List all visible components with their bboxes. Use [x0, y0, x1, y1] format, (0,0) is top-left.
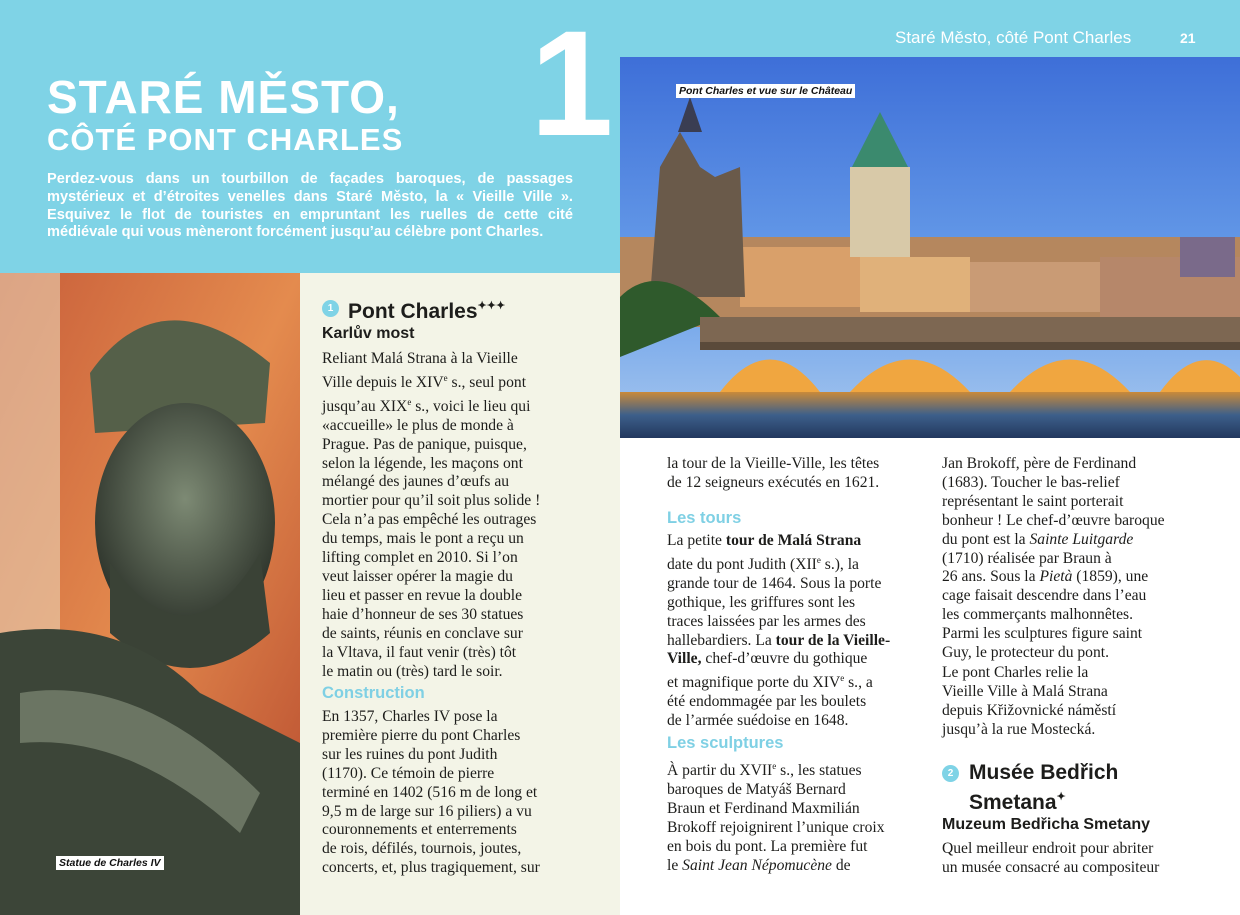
text-line	[942, 512, 1165, 531]
italic-text: Saint Jean Népomucène	[682, 856, 832, 874]
text-run: de rois, défilés, tournois, joutes,	[322, 840, 522, 858]
rating-stars: ✦	[1056, 791, 1066, 803]
text-line	[322, 625, 540, 644]
paragraph-sculptures-continued	[942, 455, 1165, 663]
text-run: s., les statues	[776, 762, 862, 779]
text-run: cage faisait descendre dans l’eau	[942, 587, 1147, 605]
paragraph-intro-pont	[322, 350, 540, 681]
text-run: lifting complet en 2010. Si l’on	[322, 549, 518, 567]
text-line	[942, 550, 1165, 569]
text-line	[322, 746, 540, 765]
text-run: chef-d’œuvre du gothique	[701, 650, 868, 668]
text-run: couronnements et enterrements	[322, 821, 517, 839]
text-run: Prague. Pas de panique, puisque,	[322, 435, 527, 453]
text-line	[322, 455, 540, 474]
text-line	[322, 784, 540, 803]
bridge-illustration	[620, 57, 1240, 438]
poi-local-name: Karlův most	[322, 325, 415, 342]
text-line	[322, 587, 540, 606]
text-line	[322, 708, 540, 727]
text-line	[942, 531, 1165, 550]
text-run: Guy, le protecteur du pont.	[942, 644, 1110, 662]
bold-text: tour de Malá Strana	[725, 532, 862, 549]
text-line	[942, 625, 1165, 644]
text-run: Brokoff rejoignirent l’unique croix	[667, 818, 885, 836]
text-line	[667, 532, 890, 551]
text-line	[322, 417, 540, 436]
text-run: veut laisser opérer la magie du	[322, 567, 513, 585]
text-line	[322, 511, 540, 530]
running-title: Staré Město, côté Pont Charles	[895, 28, 1132, 47]
text-run: concerts, et, plus tragiquement, sur	[322, 859, 540, 877]
text-line	[942, 606, 1165, 625]
text-line	[667, 455, 879, 474]
bold-text: tour de la Vieille-	[775, 631, 891, 649]
text-run: en bois du pont. La première fut	[667, 837, 868, 855]
chapter-intro: Perdez-vous dans un tourbillon de façades baroques, de passages mystérieux et d’étroites venelles dans Staré Město, la « Vieille Ville ». Esquivez le flot de touristes en empruntant les ruelles de cette cité médiévale qui vous mèneront forcément jusqu’au célèbre pont Charles.	[47, 171, 573, 241]
text-run: représentant le saint porterait	[942, 492, 1124, 510]
text-run: En 1357, Charles IV pose la	[322, 708, 498, 725]
paragraph-bridge-location	[942, 664, 1116, 740]
text-line	[322, 530, 540, 549]
text-line	[942, 644, 1165, 663]
text-line	[667, 669, 890, 693]
text-line	[667, 551, 890, 575]
text-run: Braun et Ferdinand Maxmilián	[667, 799, 860, 817]
text-line	[942, 683, 1116, 702]
text-run: (1710) réalisée par Braun à	[942, 549, 1112, 567]
bridge-photo-caption: Pont Charles et vue sur le Château	[676, 84, 855, 98]
text-run: Le pont Charles relie la	[942, 664, 1089, 681]
poi-title-line1: Musée Bedřich	[969, 761, 1119, 784]
text-line	[667, 650, 890, 669]
text-line	[322, 393, 540, 417]
chapter-subtitle: CÔTÉ PONT CHARLES	[47, 122, 404, 157]
text-run: sur les ruines du pont Judith	[322, 745, 498, 763]
poi-local-name: Muzeum Bedřicha Smetany	[942, 816, 1151, 833]
text-line	[942, 859, 1159, 878]
text-run: été endommagée par les boulets	[667, 693, 867, 711]
text-line	[322, 549, 540, 568]
text-line	[322, 644, 540, 663]
italic-text: Sainte Luitgarde	[1029, 530, 1134, 548]
italic-text: Pietà	[1039, 568, 1073, 586]
text-line	[942, 840, 1159, 859]
text-run: La petite	[667, 532, 726, 549]
text-run: (1859), une	[1072, 568, 1149, 586]
superscript: e	[840, 673, 845, 684]
text-line	[667, 838, 885, 857]
text-line	[667, 575, 890, 594]
paragraph-continued	[667, 455, 879, 493]
text-line	[667, 781, 885, 800]
text-run: première pierre du pont Charles	[322, 726, 521, 744]
text-run: traces laissées par les armes des	[667, 612, 866, 630]
charles-iv-statue-photo	[0, 273, 300, 915]
text-run: s., a	[844, 674, 873, 692]
text-run: haie d’honneur de ses 30 statues	[322, 605, 524, 623]
text-line	[942, 721, 1116, 740]
text-run: Parmi les sculptures figure saint	[942, 625, 1143, 643]
text-line	[667, 800, 885, 819]
text-line	[322, 492, 540, 511]
text-run: selon la légende, les maçons ont	[322, 454, 523, 472]
text-run: grande tour de 1464. Sous la porte	[667, 574, 882, 592]
text-run: lieu et passer en revue la double	[322, 586, 523, 604]
text-run: bonheur ! Le chef-d’œuvre baroque	[942, 511, 1165, 529]
charles-bridge-photo	[620, 57, 1240, 438]
text-line	[322, 369, 540, 393]
text-line	[322, 663, 540, 682]
text-line	[942, 568, 1165, 587]
text-run: depuis Křižovnické náměstí	[942, 701, 1117, 719]
poi-title-musee-smetana	[969, 760, 1118, 815]
text-line	[667, 819, 885, 838]
text-line	[322, 568, 540, 587]
statue-illustration	[0, 273, 300, 915]
paragraph-tours	[667, 532, 890, 731]
superscript: e	[407, 396, 412, 407]
superscript: e	[772, 761, 777, 771]
text-run: un musée consacré au compositeur	[942, 858, 1160, 876]
text-run: «accueille» le plus de monde à	[322, 416, 514, 434]
text-line	[322, 821, 540, 840]
text-run: jusqu’au XIX	[322, 397, 408, 415]
text-run: la tour de la Vieille-Ville, les têtes	[667, 455, 880, 472]
text-run: du pont est la	[942, 530, 1030, 548]
map-marker-2: 2	[942, 765, 959, 782]
rating-stars: ✦✦✦	[477, 300, 506, 312]
text-run: le	[667, 856, 683, 874]
paragraph-musee-smetana	[942, 840, 1159, 878]
page-number: 21	[1180, 30, 1196, 46]
superscript: e	[816, 554, 821, 565]
text-run: de 12 seigneurs exécutés en 1621.	[667, 473, 880, 491]
text-run: 9,5 m de large sur 16 piliers) a vu	[322, 802, 532, 820]
text-run: Reliant Malá Strana à la Vieille	[322, 350, 518, 367]
text-line	[322, 803, 540, 822]
text-run: de l’armée suédoise en 1648.	[667, 712, 849, 730]
chapter-number: 1	[530, 0, 614, 167]
text-line	[942, 702, 1116, 721]
text-run: la Vltava, il faut venir (très) tôt	[322, 643, 517, 661]
text-run: du temps, mais le pont a reçu un	[322, 530, 524, 548]
text-run: baroques de Matyáš Bernard	[667, 780, 846, 798]
text-run: 26 ans. Sous la	[942, 568, 1040, 586]
text-line	[942, 664, 1116, 683]
bold-text: Ville,	[667, 650, 702, 668]
text-line	[667, 712, 890, 731]
heading-tours: Les tours	[667, 509, 742, 527]
text-run: de	[831, 856, 851, 874]
text-run: s., seul pont	[447, 373, 527, 391]
text-run: (1170). Ce témoin de pierre	[322, 764, 495, 782]
text-run: le matin ou (très) tard le soir.	[322, 662, 503, 680]
text-line	[322, 765, 540, 784]
text-run: terminé en 1402 (516 m de long et	[322, 783, 538, 801]
text-line	[322, 840, 540, 859]
paragraph-construction	[322, 708, 540, 878]
text-run: s., voici le lieu qui	[411, 397, 531, 415]
map-marker-1: 1	[322, 300, 339, 317]
text-run: Cela n’a pas empêché les outrages	[322, 511, 537, 529]
text-run: Quel meilleur endroit pour abriter	[942, 840, 1154, 857]
chapter-title: STARÉ MĚSTO,	[47, 71, 400, 123]
text-line	[667, 632, 890, 651]
text-line	[942, 455, 1165, 474]
text-run: Ville depuis le XIV	[322, 373, 444, 391]
text-run: gothique, les griffures sont les	[667, 593, 856, 611]
text-line	[942, 493, 1165, 512]
text-run: les commerçants malhonnêtes.	[942, 606, 1133, 624]
text-line	[322, 727, 540, 746]
superscript: e	[443, 372, 448, 383]
statue-photo-caption: Statue de Charles IV	[56, 856, 164, 870]
text-line	[322, 350, 540, 369]
text-line	[322, 859, 540, 878]
text-line	[942, 474, 1165, 493]
text-line	[667, 757, 885, 781]
heading-construction: Construction	[322, 684, 425, 702]
text-line	[322, 473, 540, 492]
text-line	[942, 587, 1165, 606]
poi-title-line2: Smetana	[969, 791, 1057, 814]
text-run: et magnifique porte du XIV	[667, 674, 841, 692]
text-line	[667, 474, 879, 493]
text-run: mortier pour qu’il soit plus solide !	[322, 492, 541, 510]
paragraph-sculptures	[667, 757, 885, 875]
text-run: date du pont Judith (XII	[667, 555, 817, 573]
text-run: hallebardiers. La	[667, 631, 776, 649]
text-line	[667, 693, 890, 712]
text-run: s.), la	[820, 555, 859, 573]
text-line	[322, 436, 540, 455]
text-run: mélangé des jaunes d’œufs au	[322, 473, 510, 491]
text-run: Jan Brokoff, père de Ferdinand	[942, 455, 1137, 472]
text-run: Vieille Ville à Malá Strana	[942, 682, 1108, 700]
poi-title-pont-charles	[348, 294, 505, 324]
text-run: de saints, réunis en conclave sur	[322, 624, 523, 642]
poi-title-text: Pont Charles	[348, 300, 478, 323]
heading-sculptures: Les sculptures	[667, 734, 784, 752]
text-run: jusqu’à la rue Mostecká.	[942, 720, 1096, 738]
text-line	[322, 606, 540, 625]
text-line	[667, 857, 885, 876]
text-run: À partir du XVII	[667, 762, 773, 779]
text-run: (1683). Toucher le bas-relief	[942, 473, 1120, 491]
text-line	[667, 594, 890, 613]
text-line	[667, 613, 890, 632]
